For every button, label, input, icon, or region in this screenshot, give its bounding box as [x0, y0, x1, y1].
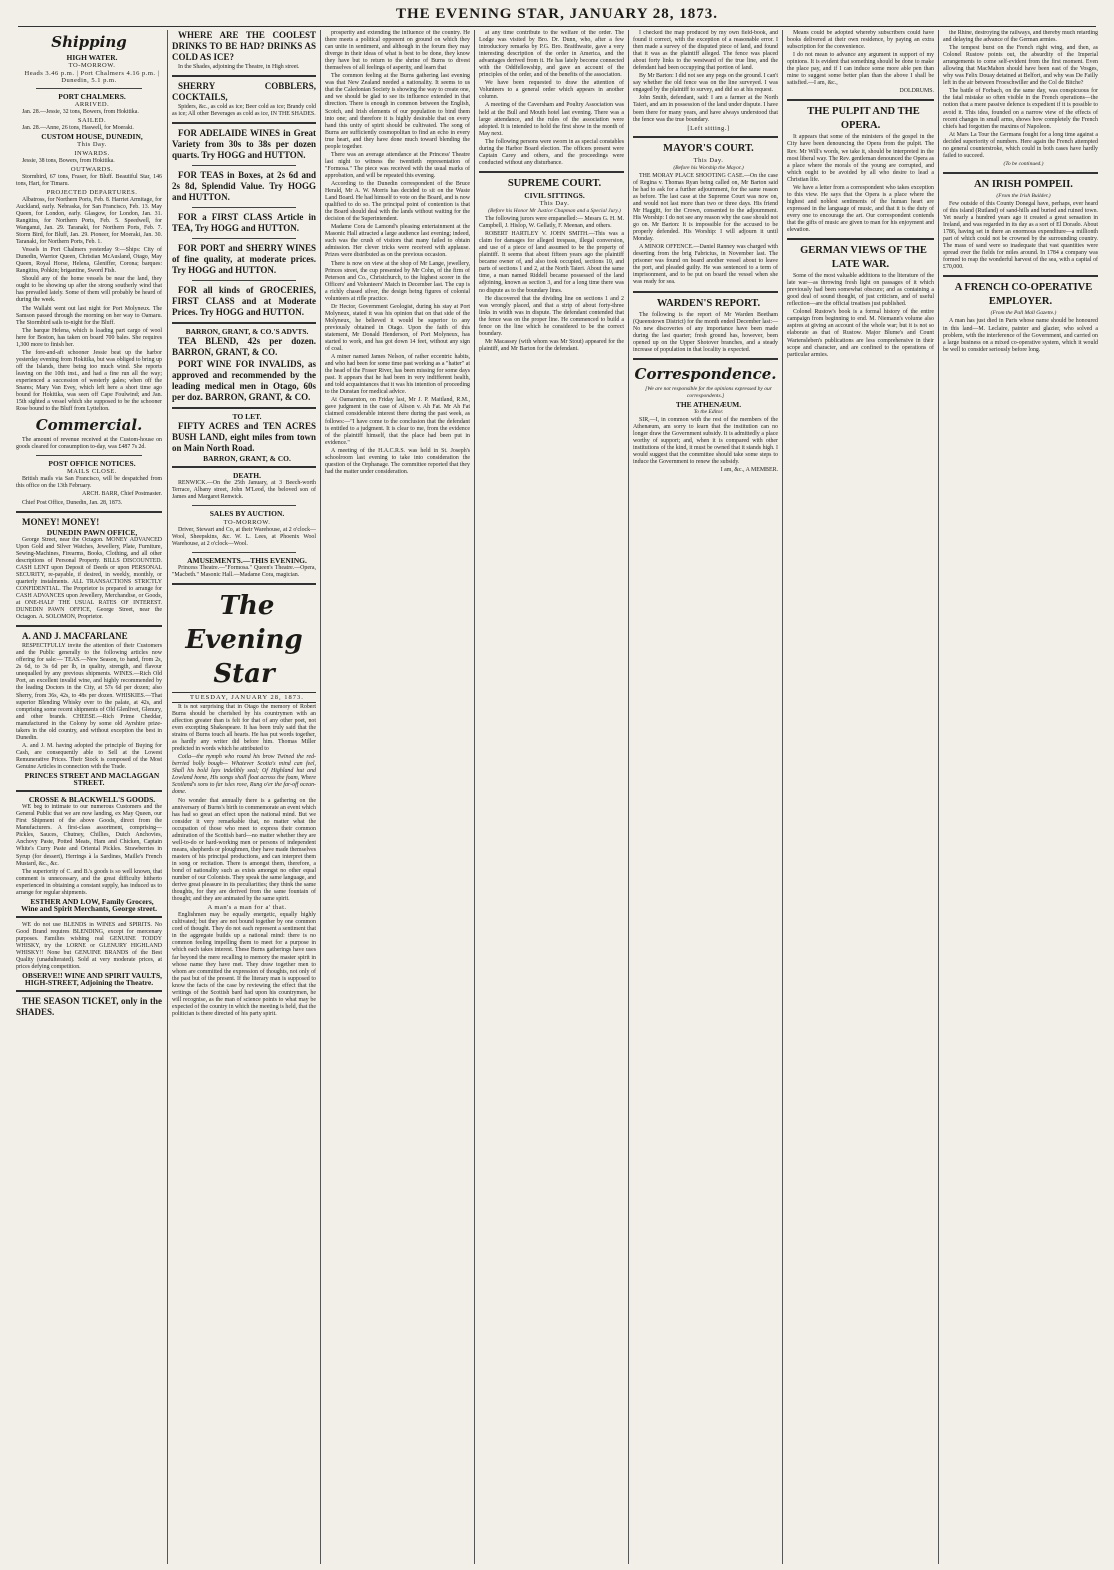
inwards-text: Jessie, 38 tons, Bowers, from Hokitika. — [22, 157, 115, 164]
german-paragraph: At Mars La Tour the Germans fought for a long time against a decided superiority of numbers. Here again the French attempted no general counterstroke, which could in both cases have hardly failed to succeed. — [943, 131, 1098, 159]
burns-verse: Coila—the nymph who round his brow Twined the red-berried holly bough— Whatever Scotia's mind can feel, Shall his bold lays indelibly seal; Of Highland hut and Lowland home, His songs shall float across the foam, Where Scotland's sons to far isles rove, Rung o'er the far-off ocean-dome. — [172, 754, 316, 796]
divider — [16, 511, 162, 513]
news-paragraph: A miner named James Nelson, of rather eccentric habits, and who had been for some time past working as a "hatter" at the head of the Fraser River, has been missing for some days past. It appears that he had been in very indifferent health, and told acquaintances that it was his intention of proceeding to the Dunstan for medical advice. — [325, 354, 470, 396]
sherry-cobblers-text: Spiders, &c., as cold as ice; Beer cold as ice; Brandy cold as ice; All other Beverages as cold as ice, IN THE SHADES. — [172, 104, 316, 118]
pawn-office-text: George Street, near the Octagon. MONEY ADVANCED Upon Gold and Silver Watches, Jewellery, Plate, Furniture, Sewing-Machines, Firearms, Books, Clothing, and all other descriptions of Personal Property. BILLS DISCOUNTED. CASH LENT upon Deposit of Deeds or upon PERSONAL SECURITY, re-payable, if desired, in weekly, monthly, or quarterly instalments. ALL TRANSACTIONS STRICTLY CONFIDENTIAL. The Proprietor is prepared to arrange for CASH ADVANCES upon Jewellery, Merchandise, or Goods, at ONE-HALF THE USUAL RATES OF INTEREST. DUNEDIN PAWN OFFICE, George Street, near the Octagon. A. SOLOMON, Proprietor. — [16, 536, 162, 621]
money-ad-heading: MONEY! MONEY! — [22, 516, 100, 527]
column-7 — [943, 30, 1098, 1564]
mayors-court-heading: MAYOR'S COURT. — [663, 142, 754, 154]
vessels-in-port-text: Vessels in Port Chalmers yesterday 9:—Ships: City of Dunedin, Warrior Queen, Christian McAusland, Otago, May Queen, Royal Horse, Helena, Gleniffer, Corona; barques: Rangitira, Pohkin; brigantine, Sword Fish. — [16, 247, 162, 275]
german-paragraph: The tempest burst on the French right wing, and then, as Colonel Rustow points out, the absurdity of the Imperial arrangements to come self-evident from the first moment. Even allowing that MacMahon should have been east of the Vosges, why was Felix Douay detained at Belfort, and why was De Failly left in the air between Froeschwiller and the Col de Bitche? — [943, 45, 1098, 87]
divider — [192, 165, 296, 166]
newspaper-title: The Evening Star — [185, 590, 303, 689]
to-be-continued: (To be continued.) — [1003, 160, 1044, 167]
outwards-text: Stormbird, 67 tons, Fraser, for Bluff. Beautiful Star, 146 tons, Hart, for Timaru. — [16, 173, 162, 187]
column-3 — [325, 30, 470, 1564]
column-rule — [167, 30, 168, 1564]
divider — [192, 280, 296, 281]
french-source: (From the Pall Mall Gazette.) — [990, 310, 1057, 317]
divider — [16, 990, 162, 992]
port-chalmers-heading: PORT CHALMERS. — [58, 92, 126, 102]
sailed-text: Jan. 28.—Anne, 26 tons, Haswell, for Moeraki. — [22, 125, 134, 132]
column-4 — [479, 30, 624, 1564]
commercial-text: The amount of revenue received at the Custom-house on goods cleared for consumption to-day, was £487 7s 2d. — [16, 437, 162, 451]
macfarlane-ad-text: RESPECTFULLY invite the attention of their Customers and the Public generally to the following articles now offering for sale:— TEAS.—New Season, to hand, from 2s, 2s 6d, to 3s 6d per lb, in quality, strength, and flavour unequalled by any previous shipments. WINES.—Rich Old Port, an excellent invalid wine, and highly recommended by the leading Doctors in the City, at 57s 6d per dozen; also Sherry, from 36s, 42s, to 48s per dozen. WHISKIES.—That superior Blending Whisky ever to the palate, at 42s, and comprising some recent shipments of Old Glenlivet, Glenury, and other brands. CHEESE.—Rich Prime Cheddar, manufactured in the Colony by some old Ayrshire prize-takers in the old country, and without exception the best in Dunedin. — [16, 643, 162, 741]
divider — [787, 238, 934, 240]
amusements-text: Princess Theatre.—"Formosa." Queen's Theatre.—Opera, "Macbeth." Masonic Hall.—Madame Cora, magician. — [172, 564, 316, 578]
news-paragraph: At Oamaruton, on Friday last, Mr J. P. Maitland, R.M., gave judgment in the case of Alison v. Ah Fat. Mr Ah Fat claimed considerable interest there during the past week, as follows:—"I have come to the conclusion that the defendant is entitled to a judgment. It is clear to me, from the evidence of the plaintiff himself, that the place had been put in evidence." — [325, 397, 470, 446]
projected-label: PROJECTED DEPARTURES. — [46, 188, 138, 196]
news-paragraph: There was an average attendance at the Princess' Theatre last night to witness the twentieth representation of "Formosa." The piece was received with the usual marks of approbation, and will be repeated this evening. — [325, 151, 470, 179]
coolest-drinks-heading: WHERE ARE THE COOLEST DRINKS TO BE HAD? DRINKS AS COLD AS ICE? — [172, 30, 316, 62]
supreme-court-heading: SUPREME COURT. — [507, 177, 602, 189]
hogg-hutton-ad: FOR ADELAIDE WINES in Great Variety from 30s to 38s per dozen quarts. Try HOGG and HUTTON. — [172, 128, 316, 161]
news-paragraph: A meeting of the H.A.C.R.S. was held in St. Joseph's schoolroom last evening to take into consideration the question of the Orphanage. The committee reported that they had the matter under consideration. — [325, 447, 470, 475]
wardens-report-heading: WARDEN'S REPORT. — [656, 297, 761, 309]
divider — [479, 171, 624, 173]
correspondence-heading: Correspondence. — [634, 364, 777, 383]
divider — [172, 322, 316, 324]
civil-this-day: This Day. — [539, 199, 570, 207]
post-office-heading: POST OFFICE NOTICES. — [48, 459, 136, 469]
divider — [36, 88, 142, 89]
irish-source: (From the Irish Builder.) — [996, 192, 1051, 199]
court-paragraph: The following jurors were empanelled:— Messrs G. H. M. Campbell, J. Hislop, W. Gellatly, F. Meenan, and others. — [479, 216, 624, 230]
divider — [192, 238, 296, 239]
court-paragraph: ROBERT HARTLEY V. JOHN SMITH.—This was a claim for damages for alleged trespass, illegal conversion, and use of a piece of land assumed to be the property of plaintiff. It seems that about fifteen years ago the plaintiff became owner of, and also took occupied, sections 10, and parts of sections 1 and 2, at the North Taieri. About the same time, a man named Riddell became possessed of the land adjoining, known as section 3, and for a long time there was no dispute as to the boundary lines. — [479, 231, 624, 294]
outwards-label: OUTWARDS. — [70, 165, 114, 173]
hogg-hutton-ad: FOR PORT and SHERRY WINES of fine quality, at moderate prices. Try HOGG and HUTTON. — [172, 243, 316, 276]
german-paragraph: the Rhine, destroying the railways, and thereby much retarding and delaying the advance of the German armies. — [943, 30, 1098, 44]
shipping-note: The Wallabi went out last night for Port Molyneux. The Samson passed through the morning on her way to Oamaru. The Stormbird sails to-night for the Bluff. — [16, 305, 162, 326]
arrived-label: ARRIVED. — [74, 101, 110, 109]
death-notice: RENWICK.—On the 25th January, at 3 Beech-worth Terrace, Albany street, John M'Leod, the beloved son of James and Margaret Renwick. — [172, 480, 316, 501]
vaults-ad-text: OBSERVE!! WINE AND SPIRIT VAULTS, HIGH-STREET, Adjoining the Theatre. — [22, 971, 162, 988]
column-1 — [16, 30, 162, 1564]
divider — [16, 916, 162, 918]
crosse-blackwell-text-2: The superiority of C. and B.'s goods is so well known, that comment is unnecessary, and the great difficulty hitherto experienced in obtaining a constant supply, has induced us to arrange for regular shipments. — [16, 868, 162, 896]
court-paragraph: A MINOR OFFENCE.—Daniel Ranney was charged with deserting from the brig Fabricius, in November last. The prisoner was found on board another vessel about to leave the port, and pleaded guilty. He was sentenced to a term of imprisonment, and to be put on board the vessel when she was ready for sea. — [633, 244, 778, 286]
season-ticket-ad: THE SEASON TICKET, only in the SHADES. — [16, 996, 162, 1018]
news-paragraph: The following persons were sworn in as special constables during the Harbor Board election. The officers present were Captain Carey and others, and the proceedings were conducted without any disturbance. — [479, 138, 624, 166]
divider — [633, 136, 778, 138]
to-let-text: FIFTY ACRES and TEN ACRES BUSH LAND, eight miles from town on Main North Road. — [172, 421, 316, 454]
editorial-paragraph: It is not surprising that in Otago the memory of Robert Burns should be cherished by his countrymen with an affection greater than is felt for that of any other poet, not even excepting Shakespeare. It has been truly said that the strains of Burns touch all hearts. He has put words together, as hardly any writer did before him. Thomas Miller predicted in words which he attributed to — [172, 703, 316, 753]
civil-before: (Before his Honor Mr Justice Chapman and a Special Jury.) — [488, 207, 621, 214]
pawn-office-heading: DUNEDIN PAWN OFFICE, — [46, 527, 138, 537]
divider — [36, 455, 142, 456]
wardens-report-text: The following is the report of Mr Warden Beetham (Queenstown District) for the month ended December last:— No new discoveries of any importance have been made during the last quarter; fresh ground has, however, been opened up on the Upper Shotover branches, and a steady increase of population in that locality is expected. — [633, 311, 778, 353]
divider — [787, 99, 934, 101]
pulpit-paragraph: It appears that some of the ministers of the gospel in the City have been denouncing the Opera from the pulpit. The Rev. Mr Will's words, we take it, should be interpreted in the most liberal way. The Rev. gentleman denounced the Opera as a place where the morals of the young are corrupted, and which ought to be avoided by all who desire to lead a Christian life. — [787, 134, 934, 183]
letter-signature: DOLDRUMS. — [899, 88, 934, 95]
tomorrow-label: TO-MORROW. — [223, 518, 271, 526]
court-paragraph: By Mr Barton: I did not see any pegs on the ground. I can't say whether the old fence was on the line surveyed. I was engaged by the plaintiff to survey, and did so at his request. — [633, 73, 778, 94]
news-paragraph: Madame Cora de Lamond's pleasing entertainment at the Masonic Hall attracted a large audience last evening; indeed, such was the crush of visitors that many failed to obtain admission. Her clever tricks were received with applause. Prizes were distributed as on the previous occasion. — [325, 224, 470, 259]
court-paragraph: THE MORAY PLACE SHOOTING CASE.—On the case of Regina v. Thomas Ryan being called on, Mr Barton said he had to ask for a further adjournment, for the same reason as before. The last case at the Supreme Court was now on, and would not last more than two or three days. His friend Mr Haggitt, for the Crown, consented to the adjournment. His Worship: I do not see any reason why the case should not go on. Mr Barton: It is impossible for the accused to be properly defended. His Worship: I will adjourn it until Monday. — [633, 172, 778, 243]
french-paragraph: A man has just died in Paris whose name should be honoured in this land—M. Leclaire, painter and glazier, who solved a problem, with the interference of the Government, and carried on a large business on a mixed co-operative system, which it would be well to consider seriously before long. — [943, 318, 1098, 353]
athenaeum-heading: THE ATHENÆUM. — [675, 399, 742, 409]
pulpit-opera-heading: THE PULPIT AND THE OPERA. — [807, 106, 920, 132]
news-paragraph: We have been requested to draw the attention of Volunteers to a general order which appears in another column. — [479, 80, 624, 101]
german-views-heading: GERMAN VIEWS OF THE LATE WAR. — [800, 245, 927, 271]
court-paragraph: I checked the map produced by my own field-book, and found it correct, with the exception of a reasonable error. I then made a survey of the disputed piece of land, and found that it was as the plaintiff alleged. The fence was placed about forty links to the westward of the true line, and the defendant had been occupying that portion of land. — [633, 30, 778, 72]
tomorrow-label: TO-MORROW. — [68, 62, 116, 70]
column-rule — [782, 30, 783, 1564]
postmaster-signature: ARCH. BARR, Chief Postmaster. — [82, 491, 162, 498]
column-rule — [474, 30, 475, 1564]
divider — [633, 358, 778, 360]
divider — [633, 291, 778, 293]
esther-low-signature: ESTHER AND LOW, Family Grocers, Wine and Spirit Merchants, George street. — [20, 896, 158, 913]
news-paragraph: prosperity and extending the influence of the country. He there meets a political opponent on ground on which they can unite in sentiment, and although in the forum they may diverge in their ideas of what is best to be done, they know they have but to return to the shrine of Burns to divest themselves of all feelings of asperity, and learn that — [325, 30, 470, 72]
german-paragraph: Some of the most valuable additions to the literature of the late war—as throwing fresh light on passages of it which previously had been somewhat obscure; and as containing a good deal of sound thought, of just criticism, and of useful reflection—are the official treatises just published. — [787, 273, 934, 308]
mayor-this-day: This Day. — [693, 156, 724, 164]
column-rule — [628, 30, 629, 1564]
german-paragraph: Colonel Rustow's book is a formal history of the entire campaign from beginning to end. M. Niemann's volume also aspires at giving an account of the whole war; but it is not so elaborate as that of Rustow. Major Blume's and Count Wartensleben's publications are less comprehensive in their scope and character, and are confined to the operations of particular armies. — [787, 309, 934, 358]
shipping-heading: Shipping — [51, 33, 127, 51]
editorial-paragraph: No wonder that annually there is a gathering on the anniversary of Burns's birth to commemorate an event which has had so great an effect upon the national mind. But we consider it very remarkable that, no matter what the occupation of those who meet to express their common admiration of the Scottish bard—no matter whether they are well-to-do or hard-working men or persons of independent means, shepherds or ploughmen, they have made themselves masters of his principal productions, and can interpret them in song or recitation. There is amongst them, therefore, a bond of nationality such as exists amongst no other equal number of our Colonists. They speak the same language, and derive great pleasure in its peculiarities; they think the same thoughts, for they are derived from the same fountain of thought; and they are animated by the same spirit. — [172, 797, 316, 903]
page-masthead: THE EVENING STAR, JANUARY 28, 1873. — [396, 6, 718, 22]
shipping-note: The barque Helena, which is loading part cargo of wool here for Boston, has taken on board 700 bales. She requires 1,300 more to finish her. — [16, 327, 162, 348]
german-paragraph: The battle of Forbach, on the same day, was conspicuous for the fatal mistake so often visible in the French operations—the notion that a mere passive defence is expedient if it is possible to avoid it. This idea, founded on a narrow view of the effects of recent changes in small arms, shows how completely the French chiefs had forgotten the maxims of Napoleon. — [943, 88, 1098, 130]
editorial-paragraph: Englishmen may be equally energetic, equally highly cultivated; but they are not bound together by one common cord of thought. They do not each represent a sentiment that in the aggregate builds up a national mind: there is no common feeling impelling them to meet for a purpose in which each takes interest. These Burns gatherings have uses far beyond the mere recalling to memory the master spirit in whose name they have met. They draw together men to whom are committed the expression of thoughts, not only of the past but of the present. If the literary man is supposed to know the facts of the case by reviewing the effect that the writings of the Scottish bard had upon his countrymen, he will recognise, as the man of science points to what may be expected of the country in which the meeting is held, that the politician is there directed of his party spirit. — [172, 912, 316, 1017]
editorial-dateline: TUESDAY, JANUARY 28, 1873. — [172, 692, 316, 703]
to-the-editor: To the Editor. — [693, 408, 724, 415]
court-paragraph: John Smith, defendant, said: I am a farmer at the North Taieri, and am in possession of the land under dispute. I have been there for many years, and have always understood that the fence was the true boundary. — [633, 95, 778, 123]
athenaeum-letter: SIR,—I, in common with the rest of the members of the Athenæum, am sorry to learn that the institution can no longer draw the Government subsidy. It is admittedly a place worthy of support; and, when it is compared with other institutions of the kind, it must be owned that it stands high. I would suggest that the committee should take some steps to induce the Government to renew the subsidy. — [633, 416, 778, 466]
sailed-label: SAILED. — [77, 117, 107, 125]
inwards-label: INWARDS. — [74, 149, 110, 157]
divider — [172, 75, 316, 77]
news-paragraph: Dr Hector, Government Geologist, during his stay at Port Molyneux, stated it was his opinion that on that side of the Molyneux, he believed it would be superior to any previously obtained in Otago. Upon the faith of this statement, Mr Donald Henderson, of Port Molyneux, has started to work, and has got down 14 feet, without any sign of coal. — [325, 303, 470, 353]
divider — [192, 505, 296, 506]
mails-close-label: MAILS CLOSE. — [66, 468, 118, 476]
this-day-label: This Day. — [77, 141, 107, 149]
mayor-before: (Before his Worship the Mayor.) — [673, 164, 744, 171]
divider — [943, 275, 1098, 277]
hogg-hutton-ad: FOR all kinds of GROCERIES, FIRST CLASS and at Moderate Prices. Try HOGG and HUTTON. — [172, 285, 316, 318]
verse-attribution: A man's a man for a' that. — [207, 904, 287, 912]
blends-ad-text: WE do not use BLENDS in WINES and SPIRITS. No Good Brand requires BLENDING, except for mercenary purposes. Families wishing real GENUINE TODDY WHISKY, try the LORNE or GLENURY HIGHLAND WHISKY!! None but GENUINE BRANDS of the Best Quality (unadulterated). Sold at very moderate prices, at prices defying competition. — [16, 921, 162, 971]
court-paragraph: Mr Macassey (with whom was Mr Stout) appeared for the plaintiff, and Mr Barton for the defendant. — [479, 338, 624, 352]
sales-text: Driver, Stewart and Co, at their Warehouse, at 2 o'clock—Wool, Sheepskins, &c. W. L. Lees, at Phoenix Wool Warehouse, at 2 o'clock—Wool. — [172, 526, 316, 547]
sherry-cobblers-heading: SHERRY COBBLERS, COCKTAILS, — [172, 81, 316, 103]
divider — [16, 790, 162, 792]
letter-paragraph: I do not mean to advance any argument in support of my opinions. It is evident that something should be done to make the place pay, and if I can induce some more able pen than mine to suggest some better plan than the above I shall be satisfied.—I am, &c., — [787, 52, 934, 87]
divider — [172, 466, 316, 468]
divider — [192, 552, 296, 553]
hogg-hutton-ad: FOR TEAS in Boxes, at 2s 6d and 2s 8d, Splendid Value. Try HOGG and HUTTON. — [172, 170, 316, 203]
news-paragraph: According to the Dunedin correspondent of the Bruce Herald, Mr A. W. Morris has decided to sit on the Waste Land Board. He had himself to vote on the Board, and is now qualified to do so. The principal point of contention is that the Board should deal with the lands without waiting for the decision of the Superintendent. — [325, 180, 470, 223]
shipping-note: Should any of the home vessels be near the land, they ought to be showing up after the strong southerly wind that has prevailed lately. Some of them will probably be heard of during the week. — [16, 276, 162, 304]
letter-signature: I am, &c., A MEMBER. — [720, 467, 778, 474]
divider — [172, 122, 316, 124]
crosse-blackwell-heading: CROSSE & BLACKWELL'S GOODS. — [28, 795, 156, 805]
tide-times: Heads 3.46 p.m. | Port Chalmers 4.16 p.m. | Dunedin, 5.1 p.m. — [24, 70, 160, 85]
news-paragraph: A meeting of the Caversham and Poultry Association was held at the Bull and Mouth hotel last evening. There was a large attendance, and the rules of the association were adopted. It is intended to hold the first show in the month of May next. — [479, 102, 624, 137]
to-let-heading: TO LET. — [232, 412, 262, 422]
civil-sittings-heading: CIVIL SITTINGS. — [524, 190, 585, 200]
sales-heading: SALES BY AUCTION. — [209, 509, 285, 519]
divider — [192, 207, 296, 208]
amusements-heading: AMUSEMENTS.—THIS EVENING. — [187, 555, 307, 565]
news-paragraph: at any time contribute to the welfare of the order. The Lodge was visited by Bro. Dr. Dunn, who, after a few introductory remarks by P.G. Bro. Braithwaite, gave a very interesting description of the order in America, and the advantages derived from it. He has lately become connected with the Oddfellowship, and gave an account of the principles of the order, and of the benefits of the association. — [479, 30, 624, 79]
column-5 — [633, 30, 778, 1564]
left-sitting-note: [Left sitting.] — [687, 124, 730, 132]
coolest-drinks-text: In the Shades, adjoining the Theatre, in High street. — [178, 64, 300, 70]
projected-text: Albatross, for Northern Ports, Feb. 8. Harriet Armitage, for Auckland, early. Nebraska, for San Francisco, Feb. 13. May Queen, for London, early. Glasgow, for London, Jan. 31. Rangitira, for Northern Ports, Feb. 5. Speedwell, for Wanganui, Jan. 29. Taranaki, for Northern Ports, Feb. 7. Storm Bird, for Bluff, Jan. 29. Pioneer, for Moeraki, Jan. 30. Taranaki, for Northern Ports, Feb. 1. — [16, 196, 162, 246]
column-rule — [320, 30, 321, 1564]
macfarlane-ad-text-2: A. and J. M. having adopted the principle of Buying for Cash, are consequently able to Sell at the Lowest Remunerative Prices. Their Stock is composed of the Most Genuine Articles in connection with the Trade. — [16, 742, 162, 770]
irish-pompeii-heading: AN IRISH POMPEII. — [974, 178, 1073, 190]
column-rule — [938, 30, 939, 1564]
post-office-dateline: Chief Post Office, Dunedin, Jan. 28, 1873. — [22, 499, 123, 506]
crosse-blackwell-text: WE beg to intimate to our numerous Customers and the General Public that we are now landing, ex May Queen, our First Shipment of the above Goods, direct from the Manufacturers. A first-class assortment, comprising— Pickles, Sauces, Chutney, Chillies, Dutch Anchovies, Anchovy Paste, Potted Meats, Ham and Chicken, Captain White's Curry Paste and Oriental Pickles. Strawberries in Syrup (for dessert), Herrings à la Sardines, Maille's French Mustard, &c., &c. — [16, 804, 162, 867]
divider — [172, 583, 316, 585]
death-heading: DEATH. — [233, 471, 261, 481]
custom-house-heading: CUSTOM HOUSE, DUNEDIN, — [41, 132, 143, 142]
barron-grant-signature: BARRON, GRANT, & CO. — [203, 454, 291, 464]
pulpit-paragraph: We have a letter from a correspondent who takes exception to this view. He says that the Opera is a place where the highest and noblest sentiments of the human heart are expressed in the language of music, and that it is the duty of every one to encourage the art. Our correspondent contends that the gifts of music are given to man for his enjoyment and elevation. — [787, 184, 934, 234]
divider — [16, 625, 162, 627]
correspondence-note: [We are not responsible for the opinions expressed by our correspondents.] — [645, 385, 772, 399]
barron-grant-heading: BARRON, GRANT, & CO.'S ADVTS. — [185, 327, 309, 337]
divider — [172, 407, 316, 409]
divider — [943, 172, 1098, 174]
irish-paragraph: Few outside of this County Donegal have, perhaps, ever heard of this island (Rutland) of sand-hills and buried and ruined town. Yet nearly a hundred years ago it created a great sensation in Ireland, and was regarded in its day as a sort of El Dorado. About 1786, having set in there an enormous expenditure—a millionth part of which could not be crowned by the surrounding country. The mass of sand were so inadequate that vast quantities were spread over the fields for miles around. In 1784 a company was formed to reap the wonderful harvest of the sea, with a capital of £70,000. — [943, 200, 1098, 271]
letter-paragraph: Means could be adopted whereby subscribers could have books delivered at their own residence, by paying an extra subscription for the convenience. — [787, 30, 934, 51]
princes-street-label: PRINCES STREET AND MACLAGGAN STREET. — [24, 771, 160, 788]
port-wine-ad: PORT WINE FOR INVALIDS, as approved and recommended by the leading medical men in Otago, 60s per doz. BARRON, GRANT, & CO. — [172, 359, 316, 403]
commercial-heading: Commercial. — [35, 416, 143, 435]
tea-blend-ad: TEA BLEND, 42s per dozen. BARRON, GRANT, & CO. — [172, 336, 316, 358]
column-2 — [172, 30, 316, 1564]
arrived-text: Jan. 28.—Jessie, 32 tons, Bowers, from Hokitika. — [22, 109, 139, 116]
news-paragraph: There is now on view at the shop of Mr Lange, jewellery, Princes street, the cup presented by Mr Cohn, of the firm of Peterson and Co., Christchurch, to the highest scorer in the Officers' and Volunteers' Match in December last. The cup is a richly chased silver, the design being figures of colonial volunteers at rifle practice. — [325, 260, 470, 302]
court-paragraph: He discovered that the dividing line on sections 1 and 2 was wrongly placed, and that a strip of about forty-three links in width was in dispute. The defendant contended that the fence was on the proper line. He commenced to build a fence on the line which he considered to be the correct boundary. — [479, 295, 624, 337]
shipping-note: The fore-and-aft schooner Jessie beat up the harbor yesterday evening from Hokitika, but was obliged to bring up off the Islands, there being too much wind. She reports leaving on the 10th inst., and had a fine run all the way; experienced a succession of westerly gales; when off the Snares; Mary Van Evey, which left here a short time ago bound for Hokitika, was seen off Cape Foulwind; and Jan. 15th sighted a vessel which she supposed to be the schooner Rose bound to the Bluff from Lyttelton. — [16, 349, 162, 413]
news-paragraph: The common feeling at the Burns gathering last evening was that New Zealand needed a nationality. It seems to us that the Caledonian Society is showing the way to create one, and we should be glad to see its influence extended in that direction. There is enough in common between the English, Scotch, and Irish elements of our population to bind them into one; and therefore it is highly desirable that on every hand this unity of spirit should be cultivated. The song of Burns are sufficiently cosmopolitan to find an echo in every true heart, and they have done much toward blending the people together. — [325, 73, 470, 150]
high-water-heading: HIGH WATER. — [66, 53, 118, 62]
mails-text: British mails via San Francisco, will be despatched from this office on the 13th February. — [16, 476, 162, 490]
masthead-rule — [18, 26, 1096, 27]
french-cooperative-heading: A FRENCH CO-OPERATIVE EMPLOYER. — [954, 282, 1093, 308]
macfarlane-ad-heading: A. AND J. MACFARLANE — [22, 631, 128, 642]
hogg-hutton-ad: FOR a FIRST CLASS Article in TEA, Try HOGG and HUTTON. — [172, 212, 316, 234]
column-6 — [787, 30, 934, 1564]
